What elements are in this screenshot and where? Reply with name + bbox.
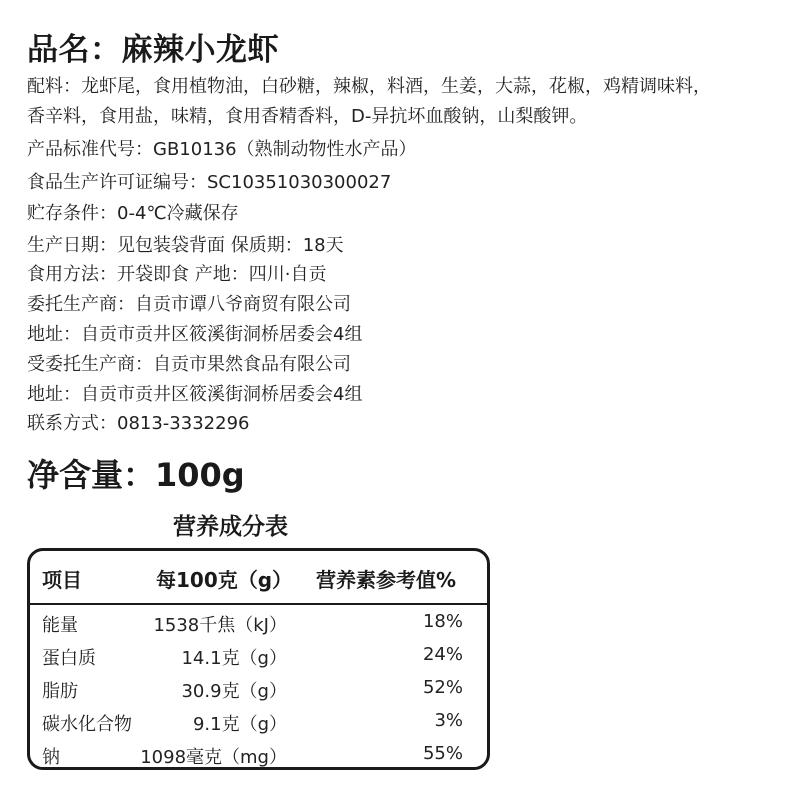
address-line-1: 地址：自贡市贡井区筱溪街洞桥居委会4组 bbox=[27, 324, 363, 345]
header-per-100g: 每100克（g） bbox=[156, 568, 293, 592]
nutrition-table-header bbox=[30, 551, 487, 605]
row-nrv: 52% bbox=[422, 677, 463, 698]
row-value: 1098毫克（mg） bbox=[140, 747, 287, 768]
row-name: 脂肪 bbox=[42, 681, 78, 702]
row-name: 碳水化合物 bbox=[42, 714, 132, 735]
row-value: 14.1克（g） bbox=[181, 648, 287, 669]
commissioned-producer-line: 受委托生产商：自贡市果然食品有限公司 bbox=[27, 354, 351, 375]
nutrition-table bbox=[27, 548, 490, 770]
row-nrv: 55% bbox=[422, 743, 463, 764]
header-nrv-percent: 营养素参考值% bbox=[316, 568, 457, 592]
row-name: 蛋白质 bbox=[42, 648, 96, 669]
row-value: 1538千焦（kJ） bbox=[153, 615, 287, 636]
row-value: 30.9克（g） bbox=[181, 681, 287, 702]
net-content: 净含量：100g bbox=[27, 456, 245, 494]
table-row-fat bbox=[30, 671, 487, 704]
row-value: 9.1克（g） bbox=[192, 714, 287, 735]
license-number-line: 食品生产许可证编号：SC10351030300027 bbox=[27, 172, 392, 193]
production-date-line: 生产日期：见包装袋背面 保质期：18天 bbox=[27, 235, 344, 256]
row-nrv: 24% bbox=[422, 644, 463, 665]
table-row-protein bbox=[30, 638, 487, 671]
usage-origin-line: 食用方法：开袋即食 产地：四川·自贡 bbox=[27, 264, 327, 285]
row-nrv: 3% bbox=[434, 710, 463, 731]
ingredients-line-1: 配料：龙虾尾，食用植物油，白砂糖，辣椒，料酒，生姜，大蒜，花椒，鸡精调味料， bbox=[27, 76, 711, 97]
contact-line: 联系方式：0813-3332296 bbox=[27, 413, 250, 434]
table-row-sodium bbox=[30, 737, 487, 770]
address-line-2: 地址：自贡市贡井区筱溪街洞桥居委会4组 bbox=[27, 384, 363, 405]
product-name-title: 品名：麻辣小龙虾 bbox=[27, 32, 279, 68]
ingredients-line-2: 香辛料，食用盐，味精，食用香精香料，D-异抗坏血酸钠，山梨酸钾。 bbox=[27, 106, 588, 127]
row-name: 能量 bbox=[42, 615, 78, 636]
commissioning-producer-line: 委托生产商：自贡市谭八爷商贸有限公司 bbox=[27, 294, 351, 315]
table-row-energy bbox=[30, 605, 487, 638]
nutrition-table-title: 营养成分表 bbox=[173, 514, 288, 540]
row-name: 钠 bbox=[42, 747, 60, 768]
header-item: 项目 bbox=[42, 568, 82, 592]
standard-code-line: 产品标准代号：GB10136（熟制动物性水产品） bbox=[27, 139, 417, 160]
row-nrv: 18% bbox=[422, 611, 463, 632]
storage-condition-line: 贮存条件：0-4℃冷藏保存 bbox=[27, 203, 239, 224]
table-row-carbohydrate bbox=[30, 704, 487, 737]
